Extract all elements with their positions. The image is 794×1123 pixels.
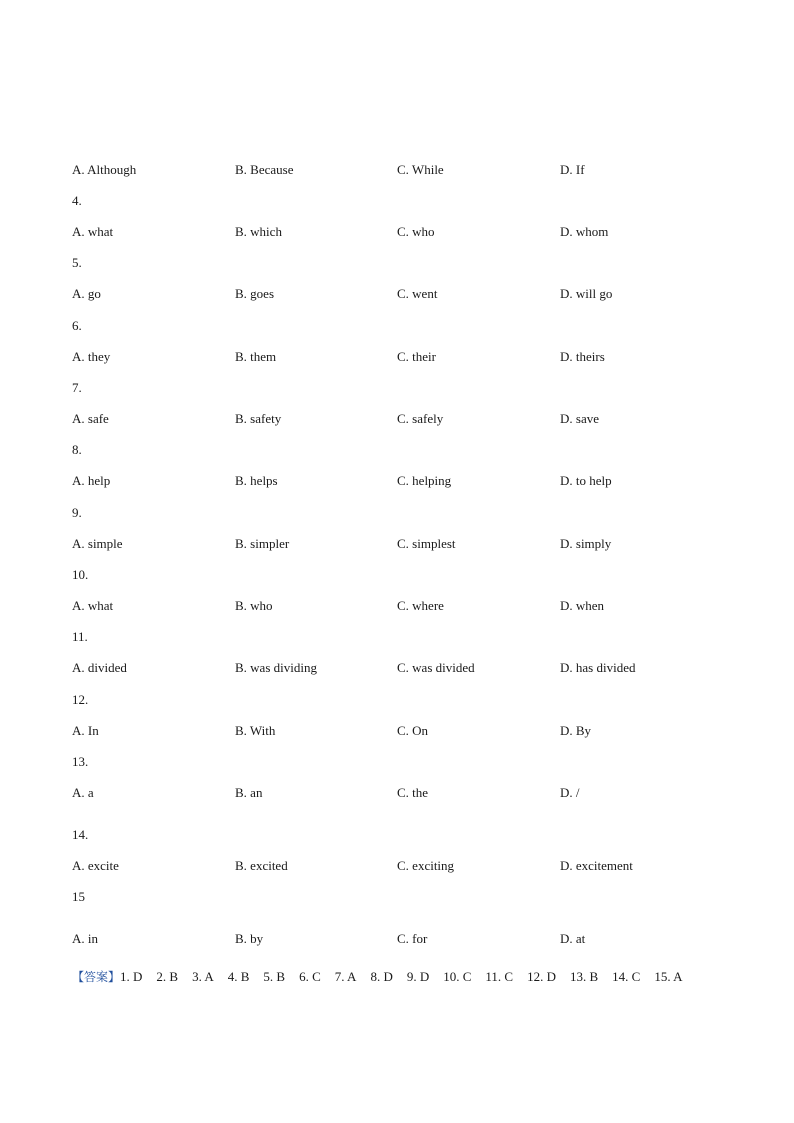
option-c: C. exciting (397, 858, 455, 873)
option-c: C. where (397, 598, 444, 613)
option-b: B. safety (235, 411, 282, 426)
question-number-4: 4. (72, 193, 82, 208)
option-d: D. simply (560, 536, 612, 551)
option-d: D. to help (560, 473, 612, 488)
option-d: D. theirs (560, 349, 605, 364)
option-c: C. was divided (397, 660, 475, 675)
option-b: B. With (235, 723, 276, 738)
question-number-12: 12. (72, 692, 89, 707)
option-a: A. a (72, 785, 94, 800)
answer-item: 3. A (192, 969, 214, 984)
answer-item: 8. D (370, 969, 393, 984)
option-a: A. safe (72, 411, 109, 426)
answer-item: 13. B (569, 969, 599, 984)
answer-item: 2. B (156, 969, 179, 984)
option-b: B. was dividing (235, 660, 317, 675)
option-a: A. what (72, 598, 114, 613)
answer-item: 10. C (443, 969, 472, 984)
answer-item: 6. C (299, 969, 321, 984)
answer-item: 5. B (263, 969, 286, 984)
option-a: A. go (72, 286, 101, 301)
option-d: D. excitement (560, 858, 633, 873)
option-c: C. their (397, 349, 436, 364)
option-c: C. the (397, 785, 429, 800)
option-a: A. what (72, 224, 114, 239)
option-b: B. by (235, 931, 264, 946)
option-c: C. for (397, 931, 428, 946)
option-a: A. in (72, 931, 98, 946)
question-number-7: 7. (72, 380, 82, 395)
option-a: A. help (72, 473, 111, 488)
option-d: D. By (560, 723, 592, 738)
answer-label: 【答案】 (72, 970, 121, 984)
option-b: B. which (235, 224, 282, 239)
option-a: A. Although (72, 162, 137, 177)
option-c: C. simplest (397, 536, 456, 551)
option-c: C. helping (397, 473, 452, 488)
answer-item: 14. C (612, 969, 641, 984)
option-a: A. simple (72, 536, 123, 551)
option-d: D. whom (560, 224, 609, 239)
option-b: B. who (235, 598, 273, 613)
option-b: B. simpler (235, 536, 290, 551)
option-d: D. has divided (560, 660, 636, 675)
option-d: D. will go (560, 286, 613, 301)
option-d: D. at (560, 931, 586, 946)
question-number-11: 11. (72, 629, 88, 644)
option-c: C. safely (397, 411, 444, 426)
answer-item: 11. C (485, 969, 514, 984)
option-a: A. they (72, 349, 111, 364)
option-b: B. excited (235, 858, 288, 873)
option-b: B. them (235, 349, 277, 364)
option-b: B. goes (235, 286, 274, 301)
answer-key (72, 961, 732, 993)
question-number-15: 15 (72, 889, 85, 904)
question-number-10: 10. (72, 567, 89, 582)
question-number-9: 9. (72, 505, 82, 520)
option-d: D. / (560, 785, 580, 800)
option-d: D. when (560, 598, 605, 613)
option-c: C. went (397, 286, 438, 301)
question-number-14: 14. (72, 827, 89, 842)
option-c: C. While (397, 162, 444, 177)
option-a: A. In (72, 723, 99, 738)
option-c: C. who (397, 224, 435, 239)
answer-item: 15. A (654, 969, 683, 984)
answer-item: 1. D (120, 969, 143, 984)
option-d: D. If (560, 162, 585, 177)
question-number-5: 5. (72, 255, 82, 270)
answer-item: 9. D (406, 969, 430, 984)
answer-item: 12. D (527, 969, 556, 984)
answer-item: 7. A (334, 969, 357, 984)
question-number-8: 8. (72, 442, 82, 457)
option-d: D. save (560, 411, 599, 426)
option-b: B. Because (235, 162, 294, 177)
question-number-6: 6. (72, 318, 82, 333)
option-c: C. On (397, 723, 429, 738)
option-b: B. helps (235, 473, 278, 488)
option-b: B. an (235, 785, 263, 800)
answer-item: 4. B (227, 969, 250, 984)
option-a: A. divided (72, 660, 127, 675)
option-a: A. excite (72, 858, 119, 873)
question-number-13: 13. (72, 754, 89, 769)
